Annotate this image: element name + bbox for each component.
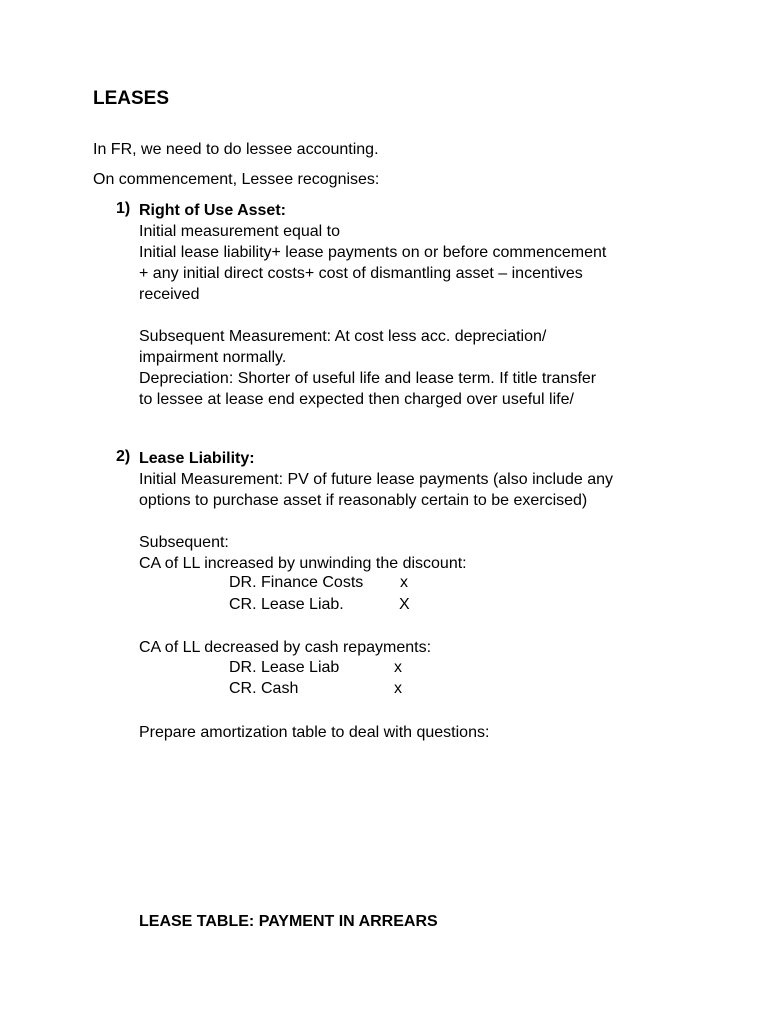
journal-entry-amount: X	[399, 596, 410, 613]
item-1-content	[139, 200, 606, 410]
item-1-line: received	[139, 286, 200, 303]
item-2-content	[139, 448, 613, 574]
journal-entry-account: DR. Lease Liab	[229, 659, 340, 676]
item-2-line: options to purchase asset if reasonably certain to be exercised)	[139, 492, 588, 509]
item-1-number: 1)	[116, 200, 131, 217]
document-title: LEASES	[93, 88, 170, 109]
item-1-line: to lessee at lease end expected then charged over useful life/	[139, 391, 574, 408]
item-1-heading: Right of Use Asset:	[139, 202, 286, 219]
item-2-subsequent: Subsequent:	[139, 534, 229, 551]
journal-entry-amount: x	[400, 574, 408, 591]
item-2-increase-text: CA of LL increased by unwinding the discount:	[139, 555, 467, 572]
item-2-heading: Lease Liability:	[139, 450, 255, 467]
item-2-line: Initial Measurement: PV of future lease payments (also include any	[139, 471, 614, 488]
lease-table-heading: LEASE TABLE: PAYMENT IN ARREARS	[139, 913, 438, 930]
item-1-line: Initial lease liability+ lease payments on or before commencement	[139, 244, 607, 261]
intro-line-1: In FR, we need to do lessee accounting.	[93, 141, 379, 158]
journal-entry-account: CR. Lease Liab.	[229, 596, 344, 613]
item-1-line: Initial measurement equal to	[139, 223, 340, 240]
item-1-line: + any initial direct costs+ cost of dismantling asset – incentives	[139, 265, 583, 282]
item-2-decrease-text: CA of LL decreased by cash repayments:	[139, 639, 432, 656]
item-2-number: 2)	[116, 448, 131, 465]
journal-entry-account: CR. Cash	[229, 680, 299, 697]
amortization-instruction: Prepare amortization table to deal with questions:	[139, 724, 490, 741]
journal-entry-account: DR. Finance Costs	[229, 574, 364, 591]
journal-entry-amount: x	[394, 680, 402, 697]
journal-entry-amount: x	[394, 659, 402, 676]
item-1-line: impairment normally.	[139, 349, 287, 366]
item-1-line: Subsequent Measurement: At cost less acc. depreciation/	[139, 328, 547, 345]
item-1-line: Depreciation: Shorter of useful life and lease term. If title transfer	[139, 370, 597, 387]
intro-line-2: On commencement, Lessee recognises:	[93, 171, 380, 188]
